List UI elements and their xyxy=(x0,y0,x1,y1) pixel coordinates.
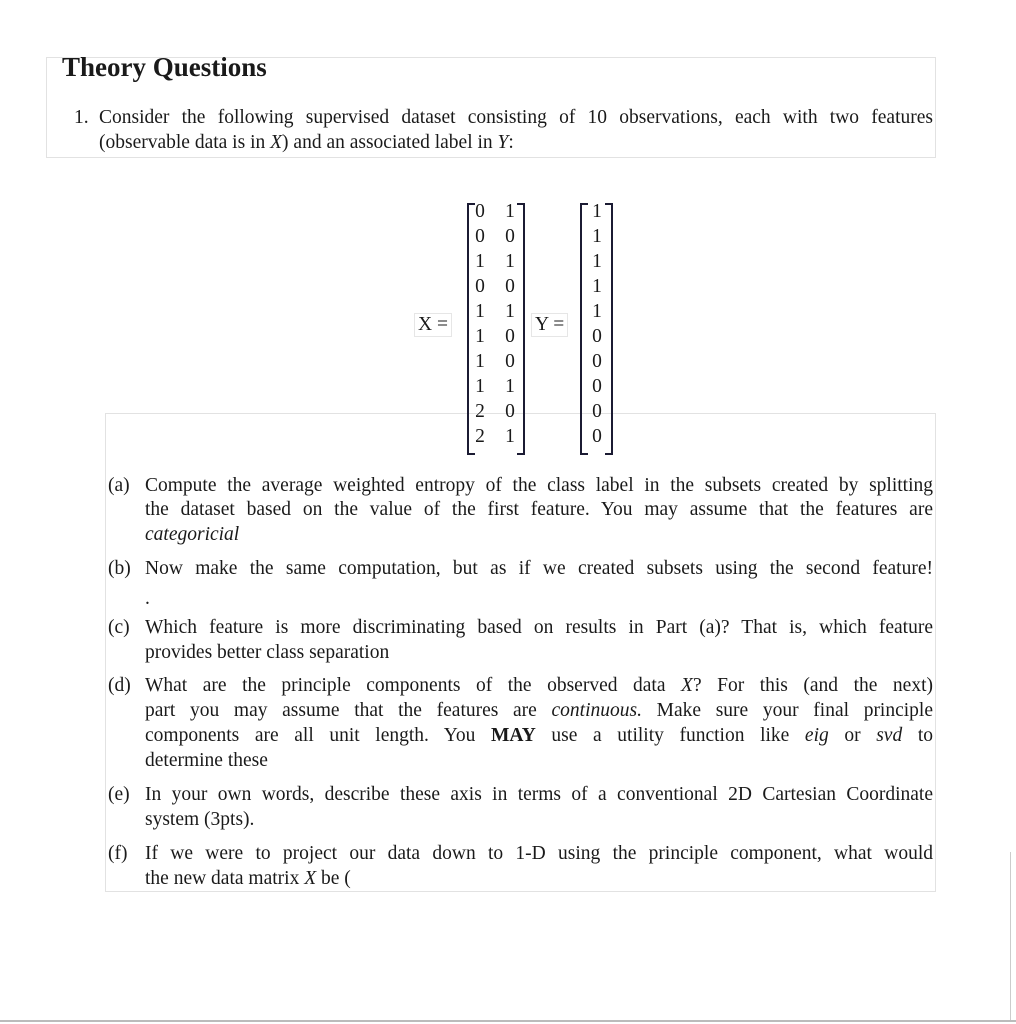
text-segment: provides better class separation xyxy=(145,642,390,663)
text-segment: svd xyxy=(876,725,903,746)
part-line xyxy=(145,524,239,546)
part-line xyxy=(145,588,150,610)
text-segment: components are all unit length. You xyxy=(145,725,492,746)
matrix-x-cell: 1 xyxy=(475,251,485,272)
text-segment: X xyxy=(681,675,693,696)
matrix-y-cell: 1 xyxy=(592,201,602,222)
text-segment: Y xyxy=(497,132,509,153)
part-line xyxy=(145,558,933,580)
part-line xyxy=(145,843,933,865)
matrix-x-cell: 0 xyxy=(475,276,485,297)
text-segment: Consider the following supervised dataset consisting of 10 observations, each with two features xyxy=(99,107,933,128)
text-segment: What are the principle components of the observed data xyxy=(145,675,682,696)
text-segment: ) and an associated label in xyxy=(282,132,498,153)
question-number: 1. xyxy=(74,107,89,128)
matrix-x-cell: 1 xyxy=(475,326,485,347)
matrix-x-cell: 1 xyxy=(475,351,485,372)
left-bracket xyxy=(580,203,588,455)
text-segment: In your own words, describe these axis in terms of a conventional 2D Cartesian Coordinate xyxy=(145,784,933,805)
text-segment: Which feature is more discriminating based on results in Part (a)? That is, which feature xyxy=(145,617,933,638)
right-bracket xyxy=(517,203,525,455)
text-segment: MAY xyxy=(491,725,536,746)
matrix-y-cell: 0 xyxy=(592,401,602,422)
matrix-x-cell: 1 xyxy=(505,301,515,322)
text-segment: determine these xyxy=(145,750,268,771)
matrix-y-cell: 1 xyxy=(592,251,602,272)
text-segment: Now make the same computation, but as if we created subsets using the second feature! xyxy=(145,558,933,579)
text-segment: continuous. xyxy=(551,700,642,721)
part-line xyxy=(145,700,933,722)
matrix-y-cell: 0 xyxy=(592,351,602,372)
part-label: (b) xyxy=(108,558,131,579)
matrix-x-cell: 0 xyxy=(505,351,515,372)
text-segment: part you may assume that the features are xyxy=(145,700,552,721)
text-segment: Make sure your final principle xyxy=(641,700,933,721)
text-segment: the new data matrix xyxy=(145,868,305,889)
text-segment: to xyxy=(902,725,933,746)
matrix-x-cell: 0 xyxy=(505,401,515,422)
part-label: (f) xyxy=(108,843,128,864)
part-line xyxy=(145,809,254,831)
matrix-x-cell: 0 xyxy=(505,276,515,297)
y-label: Y = xyxy=(531,313,568,337)
part-label: (c) xyxy=(108,617,130,638)
matrix-y-cell: 1 xyxy=(592,301,602,322)
text-segment: . xyxy=(145,588,150,609)
bottom-divider xyxy=(0,1020,1016,1022)
text-segment: be ( xyxy=(316,868,351,889)
matrix-y-cell: 1 xyxy=(592,276,602,297)
part-line xyxy=(145,475,933,497)
matrix-y-cell: 1 xyxy=(592,226,602,247)
part-label: (a) xyxy=(108,475,130,496)
matrix-x-cell: 2 xyxy=(475,401,485,422)
matrix-x-cell: 0 xyxy=(475,201,485,222)
text-segment: X xyxy=(304,868,317,889)
text-segment: eig xyxy=(804,725,829,746)
part-label: (d) xyxy=(108,675,131,696)
text-segment: Compute the average weighted entropy of the class label in the subsets created by splitting xyxy=(145,475,933,496)
question-line xyxy=(99,107,933,129)
page-title: Theory Questions xyxy=(62,52,267,82)
x-label: X = xyxy=(414,313,452,337)
text-segment: or xyxy=(828,725,877,746)
matrix-x-cell: 1 xyxy=(505,426,515,447)
part-line xyxy=(145,784,933,806)
right-bracket xyxy=(605,203,613,455)
matrix-x-cell: 1 xyxy=(475,376,485,397)
part-line xyxy=(145,617,933,639)
matrix-x-cell: 0 xyxy=(505,326,515,347)
text-segment: the dataset based on the value of the first feature. You may assume that the features are xyxy=(145,499,933,520)
scrollbar[interactable] xyxy=(1010,852,1016,1022)
matrix-x-cell: 0 xyxy=(475,226,485,247)
part-line xyxy=(145,750,268,772)
part-line xyxy=(145,499,933,521)
text-segment: : xyxy=(508,132,514,153)
text-segment: use a utility function like xyxy=(535,725,805,746)
question-line xyxy=(99,132,514,154)
matrix-y-cell: 0 xyxy=(592,426,602,447)
matrix-x-cell: 1 xyxy=(505,376,515,397)
text-segment: ? For this (and the next) xyxy=(692,675,933,696)
part-line xyxy=(145,675,933,697)
part-line xyxy=(145,642,389,664)
matrix-x-cell: 0 xyxy=(505,226,515,247)
matrix-x-cell: 2 xyxy=(475,426,485,447)
text-segment: If we were to project our data down to 1-D using the principle component, what would xyxy=(145,843,933,864)
part-label: (e) xyxy=(108,784,130,805)
part-line xyxy=(145,868,351,890)
matrix-y-cell: 0 xyxy=(592,326,602,347)
part-line xyxy=(145,725,933,747)
text-segment: categoricial xyxy=(145,524,240,545)
text-segment: (observable data is in xyxy=(99,132,271,153)
text-segment: system (3pts). xyxy=(145,809,255,830)
text-segment: X xyxy=(270,132,283,153)
matrix-x-cell: 1 xyxy=(475,301,485,322)
matrix-x-cell: 1 xyxy=(505,251,515,272)
matrix-x-cell: 1 xyxy=(505,201,515,222)
matrix-y-cell: 0 xyxy=(592,376,602,397)
